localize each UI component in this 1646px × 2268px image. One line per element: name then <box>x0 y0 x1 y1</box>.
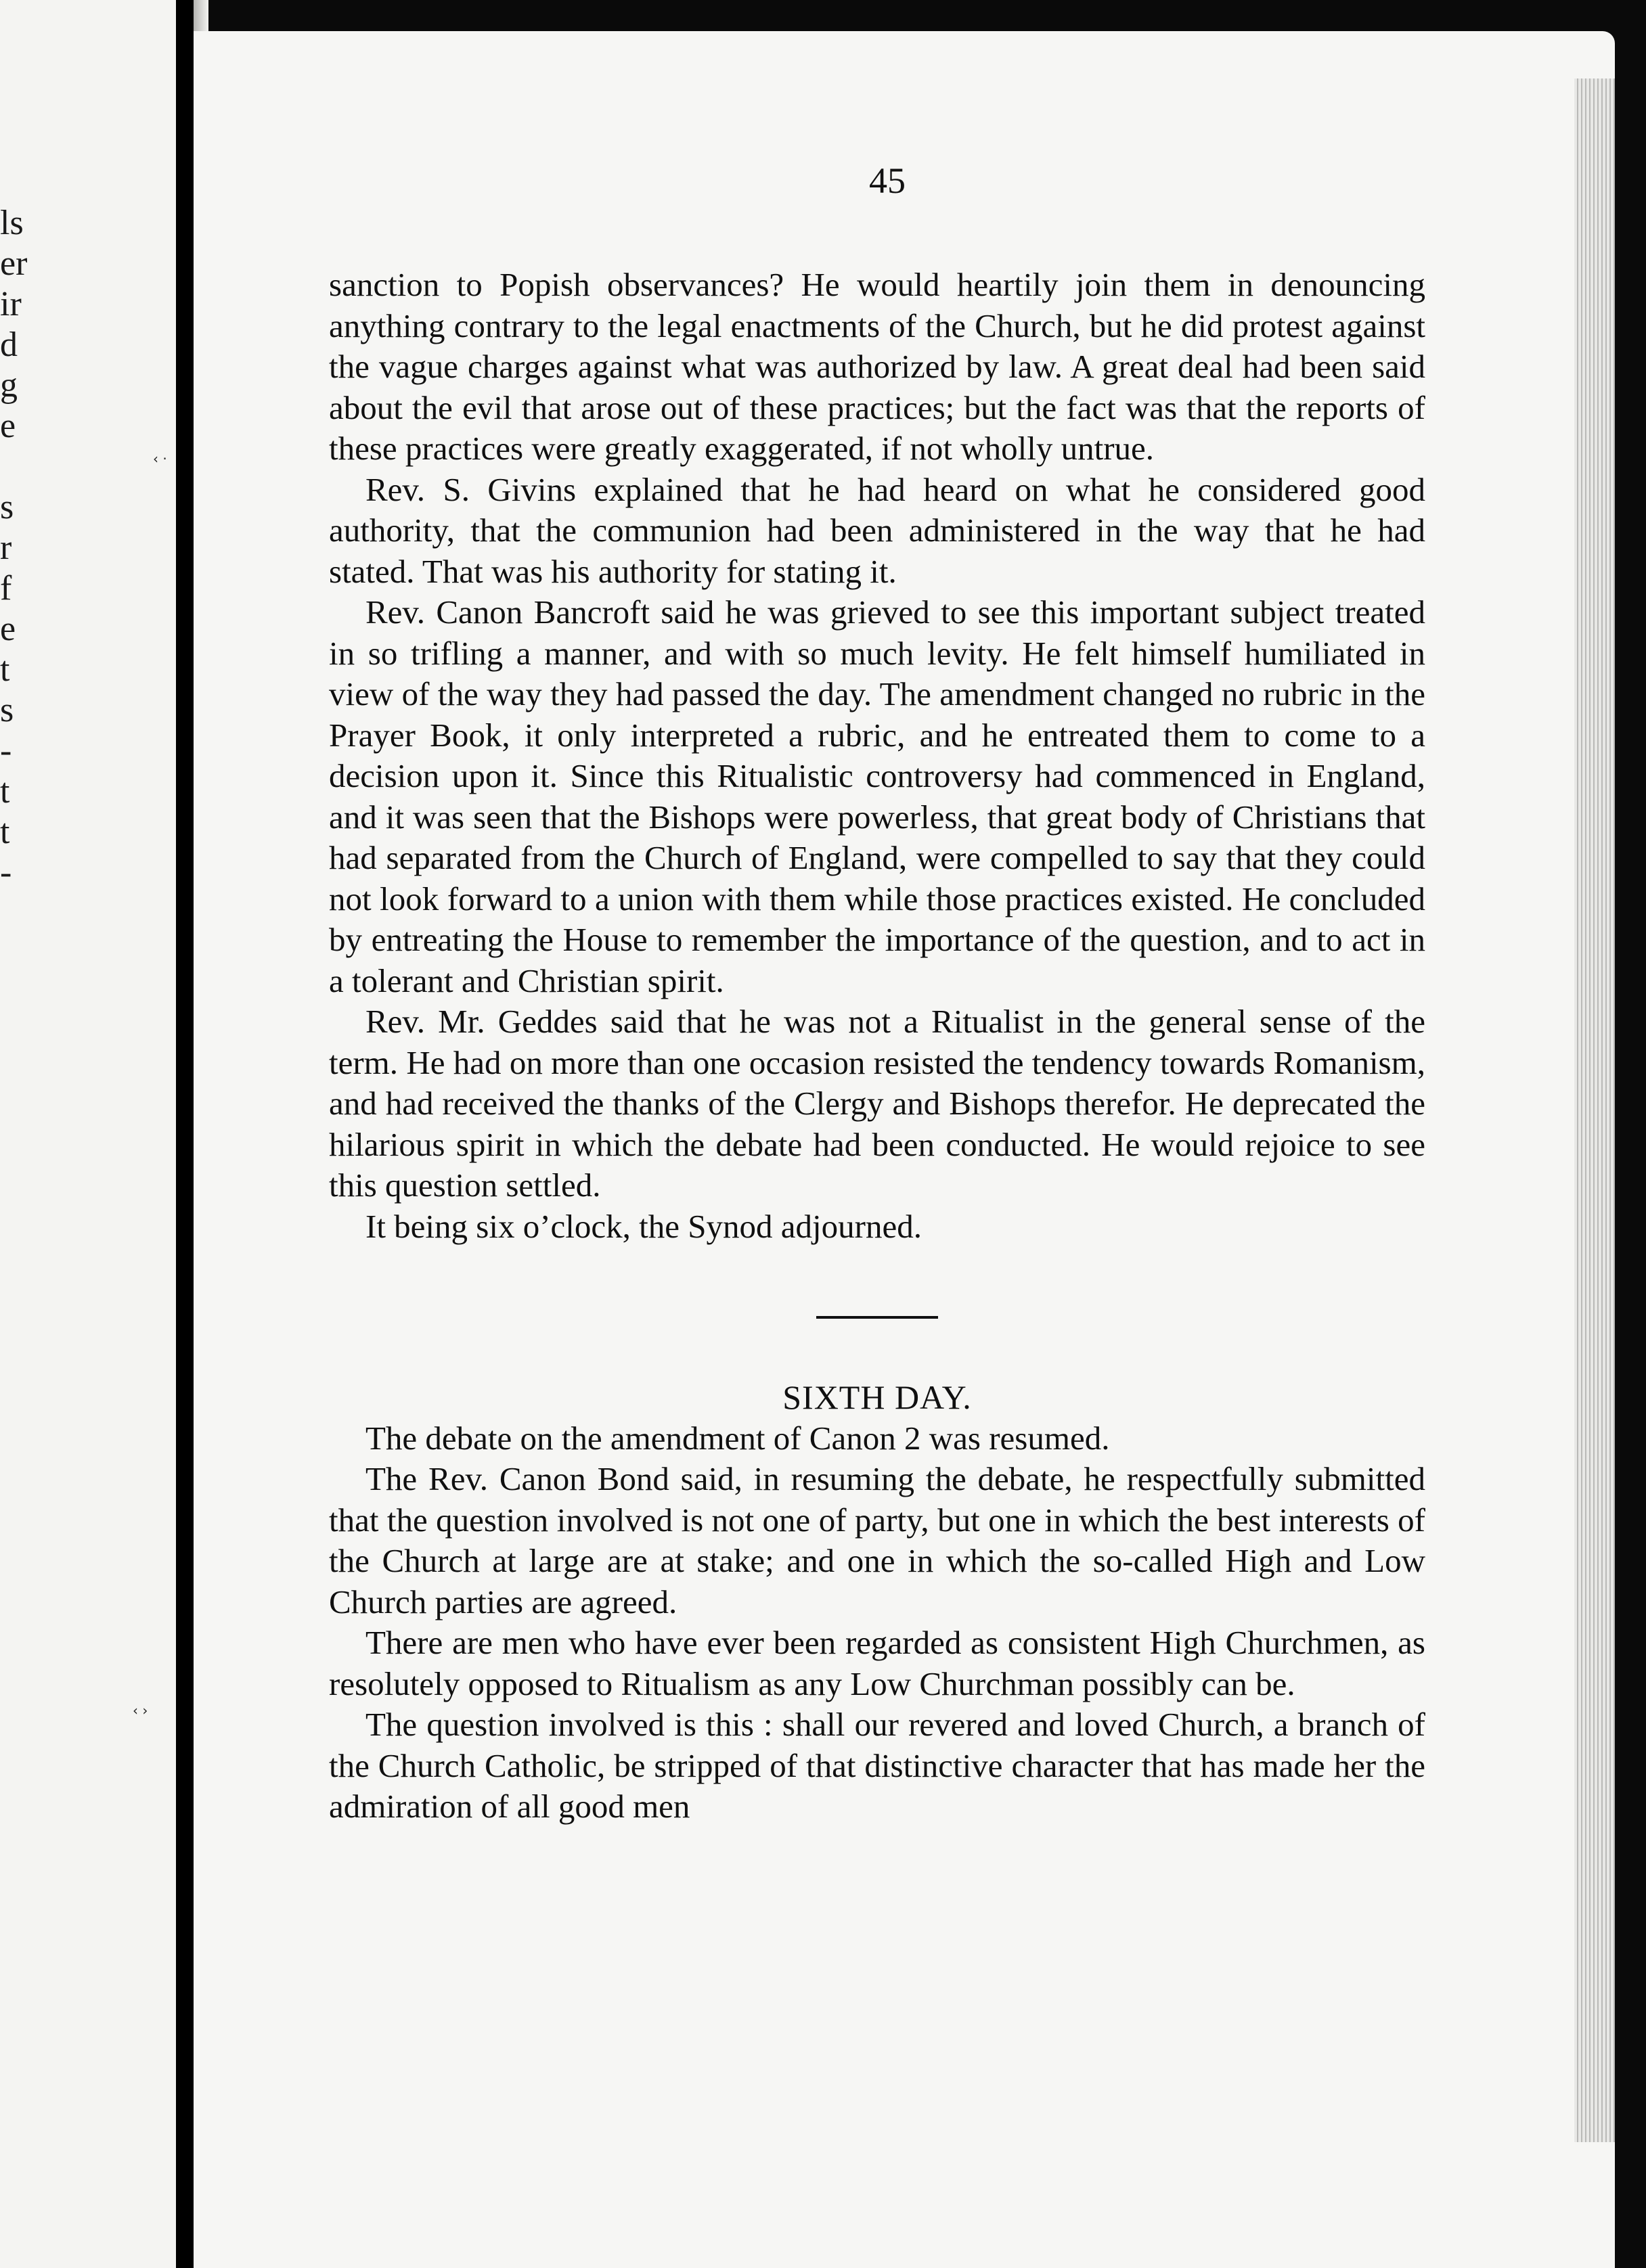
edge-letter: t <box>0 772 10 811</box>
edge-letter: e <box>0 407 16 445</box>
paragraph: The Rev. Canon Bond said, in resuming the debate, he respectfully submitted that the question involved is not one of party, but one in which the best interests of the Church at large are at stake; and one in which the so-called High and Low Church parties are agreed. <box>329 1460 1425 1620</box>
page-number: 45 <box>869 160 906 201</box>
edge-letter: r <box>0 528 12 567</box>
paragraph: The question involved is this : shall our revered and loved Church, a branch of the Church Catholic, be stripped of that distinctive character that has made her the admiration of all good men <box>329 1706 1425 1825</box>
margin-mark: ‹ › <box>133 1702 148 1719</box>
paragraph: The debate on the amendment of Canon 2 was resumed. <box>365 1419 1110 1457</box>
facing-page-edge-letters <box>0 203 27 893</box>
paragraph: Rev. Canon Bancroft said he was grieved to see this important subject treated in so trifling a manner, and with so much levity. He felt himself humiliated in view of the way they had passed the day. The amendment changed no rubric in the Prayer Book, it only interpreted a rubric, and he entreated them to come to a decision upon it. Since this Ritualistic controversy had commenced in England, and it was seen that the Bishops were powerless, that great body of Christians that had separated from the Church of England, were compelled to say that they could not look forward to a union with them while those practices existed. He concluded by entreating the House to remember the importance of the question, and to act in a tolerant and Christian spirit. <box>329 593 1425 999</box>
edge-letter: - <box>0 853 12 892</box>
paragraph: It being six o’clock, the Synod adjourned. <box>365 1207 922 1245</box>
edge-letter: - <box>0 731 12 770</box>
paragraph: Rev. S. Givins explained that he had heard on what he considered good authority, that the communion had been administered in the way that he had stated. That was his authority for stating it. <box>329 470 1425 590</box>
edge-letter: f <box>0 569 12 608</box>
book-page <box>133 31 1615 2268</box>
edge-letter: g <box>0 366 18 405</box>
edge-letter: t <box>0 650 10 689</box>
edge-letter: s <box>0 691 14 729</box>
edge-letter: ir <box>0 285 22 323</box>
edge-letter: t <box>0 813 10 851</box>
paragraph: There are men who have ever been regarded as consistent High Churchmen, as resolutely opposed to Ritualism as any Low Churchman possibly can be. <box>329 1624 1425 1702</box>
edge-letter: er <box>0 244 28 283</box>
book-gutter <box>176 0 194 2268</box>
paragraph: sanction to Popish observances? He would heartily join them in denouncing anything contrary to the legal enactments of the Church, but he did protest against the vague charges against what was authorized by law. A great deal had been said about the evil that arose out of these practices; but the fact was that the reports of these practices were greatly exaggerated, if not wholly untrue. <box>329 266 1425 467</box>
page-body <box>329 265 1425 1828</box>
edge-letter: ls <box>0 204 24 242</box>
page-stack-edges <box>1574 78 1615 2142</box>
section-heading: SIXTH DAY. <box>782 1378 972 1416</box>
edge-letter: s <box>0 488 14 526</box>
edge-letter <box>0 447 27 487</box>
facing-page-fragment <box>0 0 176 2268</box>
paragraph: Rev. Mr. Geddes said that he was not a Ritualist in the general sense of the term. He had on more than one occasion resisted the tendency towards Romanism, and had received the thanks of the Clergy and Bishops therefor. He deprecated the hilarious spirit in which the debate had been conducted. He would rejoice to see this question settled. <box>329 1003 1425 1204</box>
section-divider <box>816 1316 938 1319</box>
edge-letter: e <box>0 610 16 648</box>
edge-letter: d <box>0 325 18 364</box>
margin-mark: ‹ · <box>153 451 167 467</box>
